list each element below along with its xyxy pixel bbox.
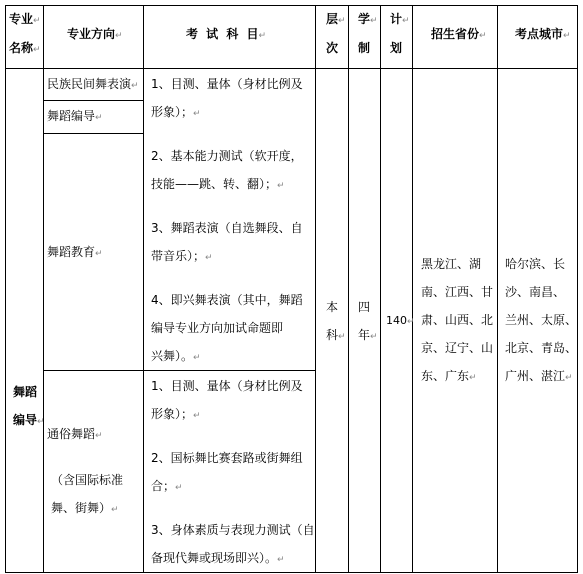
subject-line: 2、基本能力测试（软开度， (151, 149, 303, 163)
plan-value: 140↵ (386, 314, 415, 327)
header-duration: 学↵ (358, 12, 378, 26)
major-name-2: 编导↵ (13, 413, 45, 427)
province-line: 肃、山西、北 (421, 313, 494, 327)
city-line: 哈尔滨、长 (505, 257, 566, 271)
subject-line: 1、目测、量体（身材比例及 (151, 77, 303, 91)
direction-folk-dance: 民族民间舞表演↵ (47, 77, 139, 91)
table-right-border (577, 5, 578, 573)
header-bottom-border (5, 68, 578, 69)
header-plan-2: 划 (390, 41, 403, 55)
header-direction: 专业方向↵ (67, 27, 123, 41)
subject-line: 合；↵ (151, 479, 183, 493)
level-value: 本 (326, 300, 339, 314)
subject-line: 1、目测、量体（身材比例及 (151, 379, 303, 393)
direction-row-divider (43, 100, 143, 101)
column-divider (348, 5, 349, 573)
subject-line: 4、即兴舞表演（其中，舞蹈 (151, 293, 303, 307)
subject-line: 兴舞）。↵ (151, 349, 201, 363)
city-line: 广州、湛江↵ (505, 369, 573, 383)
header-level: 层↵ (326, 12, 346, 26)
province-line: 东、广东↵ (421, 369, 477, 383)
subject-line: 2、国标舞比赛套路或街舞组 (151, 451, 303, 465)
column-divider (497, 5, 498, 573)
province-line: 黑龙江、湖 (421, 257, 482, 271)
header-major-name-2: 名称↵ (9, 41, 41, 55)
header-cities: 考点城市↵ (515, 27, 571, 41)
subject-line: 3、身体素质与表现力测试（自 (151, 523, 315, 537)
column-divider (412, 5, 413, 573)
header-provinces: 招生省份↵ (431, 27, 487, 41)
direction-popular-dance-note: （含国际标准 (51, 473, 124, 487)
column-divider (380, 5, 381, 573)
level-value-2: 科↵ (326, 328, 346, 342)
header-major-name: 专业↵ (9, 12, 41, 26)
duration-value: 四 (358, 300, 371, 314)
direction-choreography: 舞蹈编导↵ (47, 109, 103, 123)
column-divider (315, 5, 316, 573)
subject-line: 编导专业方向加试命题即 (151, 321, 284, 335)
table-top-border (5, 5, 578, 6)
subject-line: 备现代舞或现场即兴）。↵ (151, 551, 285, 565)
province-line: 京、辽宁、山 (421, 341, 494, 355)
direction-row-divider (43, 133, 143, 134)
major-name: 舞蹈 (13, 385, 38, 399)
province-line: 南、江西、甘 (421, 285, 494, 299)
table-left-border (5, 5, 6, 573)
column-divider (43, 5, 44, 573)
subject-line: 形象）；↵ (151, 407, 201, 421)
header-level-2: 次 (326, 41, 339, 55)
direction-popular-dance: 通俗舞蹈↵ (47, 427, 103, 441)
subject-line: 3、舞蹈表演（自选舞段、自 (151, 221, 303, 235)
direction-popular-dance-note-2: 舞、街舞）↵ (51, 501, 119, 515)
column-divider (143, 5, 144, 573)
duration-value-2: 年↵ (358, 328, 378, 342)
header-plan: 计↵ (390, 12, 410, 26)
city-line: 兰州、太原、 (505, 313, 578, 327)
subject-line: 形象）；↵ (151, 105, 201, 119)
header-subjects: 考 试 科 目↵ (186, 27, 267, 41)
header-duration-2: 制 (358, 41, 371, 55)
table-bottom-border (5, 572, 578, 573)
city-line: 北京、青岛、 (505, 341, 578, 355)
subject-line: 技能——跳、转、翻）；↵ (151, 177, 285, 191)
city-line: 沙、南昌、 (505, 285, 566, 299)
subject-line: 带音乐）；↵ (151, 249, 213, 263)
direction-dance-education: 舞蹈教育↵ (47, 245, 103, 259)
